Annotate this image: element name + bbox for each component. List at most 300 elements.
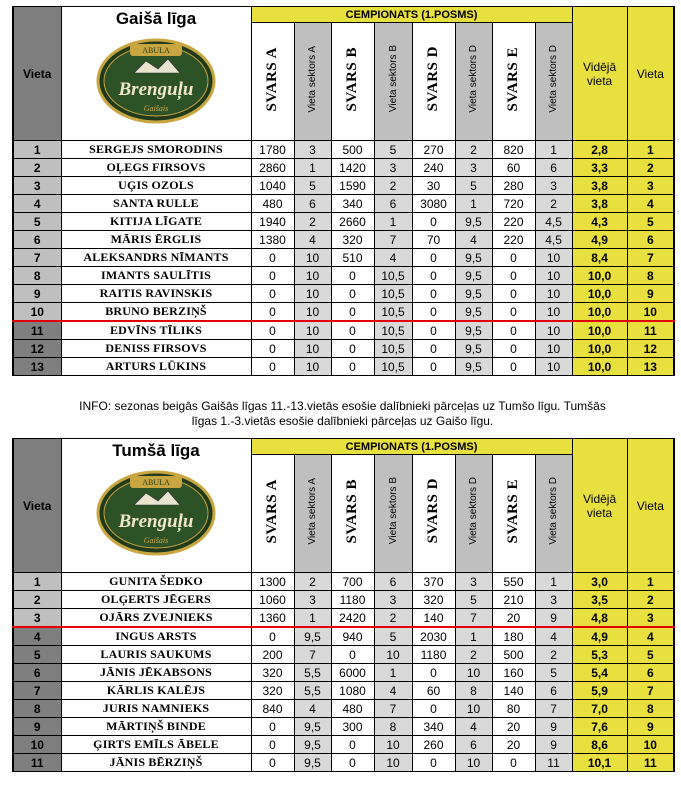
cell-player-name: JĀNIS JĒKABSONS xyxy=(61,664,251,682)
cell-sektors-e: 9 xyxy=(535,609,572,628)
cell-sektors-a: 5 xyxy=(294,177,331,195)
cell-final-place: 13 xyxy=(627,358,674,376)
cell-sektors-a: 10 xyxy=(294,249,331,267)
cell-player-name: SERGEJS SMORODINS xyxy=(61,141,251,159)
cell-place: 6 xyxy=(13,664,61,682)
cell-sektors-e: 3 xyxy=(535,177,572,195)
cell-final-place: 11 xyxy=(627,754,674,772)
cell-svars-d: 0 xyxy=(412,664,455,682)
gaisa-rows xyxy=(13,141,674,376)
cell-place: 7 xyxy=(13,682,61,700)
info-line-2: līgas 1.-3.vietās esošie dalībnieki pārceļas uz Gaišo līgu. xyxy=(191,414,494,428)
table-row xyxy=(13,591,674,609)
cell-avg-place: 10,1 xyxy=(572,754,627,772)
table-row xyxy=(13,141,674,159)
cell-sektors-e: 9 xyxy=(535,718,572,736)
table-row xyxy=(13,195,674,213)
cell-place: 11 xyxy=(13,754,61,772)
cell-sektors-b: 5 xyxy=(374,141,412,159)
cell-final-place: 6 xyxy=(627,231,674,249)
table-row xyxy=(13,718,674,736)
cell-svars-e: 20 xyxy=(492,718,535,736)
cell-sektors-b: 10,5 xyxy=(374,340,412,358)
cell-player-name: GUNITA ŠEDKO xyxy=(61,573,251,591)
cell-place: 2 xyxy=(13,591,61,609)
cell-sektors-a: 4 xyxy=(294,231,331,249)
cell-svars-b: 500 xyxy=(331,141,374,159)
cell-place: 5 xyxy=(13,646,61,664)
avg-place-header: Vidējā vieta xyxy=(572,7,627,141)
table-row xyxy=(13,213,674,231)
info-note xyxy=(12,399,673,429)
cell-svars-e: 0 xyxy=(492,358,535,376)
cell-player-name: INGUS ARSTS xyxy=(61,627,251,646)
cell-sektors-a: 1 xyxy=(294,159,331,177)
league-title: Tumšā līga xyxy=(112,441,200,460)
cell-avg-place: 7,6 xyxy=(572,718,627,736)
brengulu-logo xyxy=(86,35,226,125)
cell-svars-b: 1080 xyxy=(331,682,374,700)
cell-player-name: JURIS NAMNIEKS xyxy=(61,700,251,718)
cell-svars-a: 200 xyxy=(251,646,294,664)
cell-svars-d: 260 xyxy=(412,736,455,754)
cell-sektors-d: 10 xyxy=(455,754,492,772)
cell-svars-d: 0 xyxy=(412,340,455,358)
cell-final-place: 12 xyxy=(627,340,674,358)
cell-place: 4 xyxy=(13,627,61,646)
cell-sektors-a: 5,5 xyxy=(294,664,331,682)
cell-place: 3 xyxy=(13,609,61,628)
cell-svars-d: 70 xyxy=(412,231,455,249)
cell-svars-e: 220 xyxy=(492,213,535,231)
cell-final-place: 8 xyxy=(627,700,674,718)
cell-svars-d: 0 xyxy=(412,249,455,267)
info-line-1: INFO: sezonas beigās Gaišās līgas 11.-13.vietās esošie dalībnieki pārceļas uz Tumšo līgu. Tumšās xyxy=(79,399,606,413)
table-row xyxy=(13,321,674,340)
table-row xyxy=(13,627,674,646)
svars-a-header: SVARS A xyxy=(251,455,294,573)
cell-sektors-e: 2 xyxy=(535,195,572,213)
svars-a-header: SVARS A xyxy=(251,23,294,141)
cell-sektors-d: 4 xyxy=(455,231,492,249)
cell-sektors-d: 2 xyxy=(455,646,492,664)
cell-sektors-d: 9,5 xyxy=(455,358,492,376)
cell-svars-e: 20 xyxy=(492,736,535,754)
cell-sektors-e: 4,5 xyxy=(535,231,572,249)
table-row xyxy=(13,177,674,195)
cell-svars-e: 550 xyxy=(492,573,535,591)
vieta-sektors-a-header: Vieta sektors A xyxy=(294,455,331,573)
cell-player-name: ĢIRTS EMĪLS ĀBELE xyxy=(61,736,251,754)
cell-sektors-e: 5 xyxy=(535,664,572,682)
cell-sektors-b: 10 xyxy=(374,646,412,664)
cell-sektors-d: 9,5 xyxy=(455,213,492,231)
cell-sektors-d: 9,5 xyxy=(455,249,492,267)
cell-sektors-e: 6 xyxy=(535,682,572,700)
cell-sektors-b: 3 xyxy=(374,159,412,177)
cell-sektors-e: 11 xyxy=(535,754,572,772)
cell-avg-place: 10,0 xyxy=(572,285,627,303)
cell-sektors-a: 10 xyxy=(294,340,331,358)
cell-svars-d: 0 xyxy=(412,754,455,772)
cell-place: 4 xyxy=(13,195,61,213)
cell-sektors-d: 9,5 xyxy=(455,340,492,358)
cell-place: 11 xyxy=(13,321,61,340)
cell-place: 2 xyxy=(13,159,61,177)
cell-svars-e: 500 xyxy=(492,646,535,664)
cell-avg-place: 5,4 xyxy=(572,664,627,682)
cell-final-place: 9 xyxy=(627,285,674,303)
cell-player-name: MĀRTIŅŠ BINDE xyxy=(61,718,251,736)
cell-final-place: 2 xyxy=(627,159,674,177)
cell-sektors-d: 10 xyxy=(455,700,492,718)
cell-final-place: 8 xyxy=(627,267,674,285)
cell-sektors-b: 10 xyxy=(374,736,412,754)
table-row xyxy=(13,736,674,754)
logo-wordmark: Brenguļu xyxy=(118,511,194,532)
cell-svars-e: 140 xyxy=(492,682,535,700)
brengulu-logo xyxy=(86,467,226,557)
cell-sektors-d: 9,5 xyxy=(455,303,492,322)
cell-sektors-b: 7 xyxy=(374,700,412,718)
cell-place: 10 xyxy=(13,303,61,322)
cell-sektors-b: 10,5 xyxy=(374,321,412,340)
cell-svars-e: 20 xyxy=(492,609,535,628)
cell-svars-a: 2860 xyxy=(251,159,294,177)
cell-svars-e: 280 xyxy=(492,177,535,195)
cell-sektors-e: 10 xyxy=(535,340,572,358)
cell-sektors-d: 4 xyxy=(455,718,492,736)
cell-svars-b: 2420 xyxy=(331,609,374,628)
cell-player-name: ALEKSANDRS NĪMANTS xyxy=(61,249,251,267)
table-row xyxy=(13,609,674,628)
cell-player-name: OĻEGS FIRSOVS xyxy=(61,159,251,177)
cell-sektors-a: 3 xyxy=(294,141,331,159)
cell-sektors-a: 2 xyxy=(294,213,331,231)
cell-sektors-e: 1 xyxy=(535,141,572,159)
cell-svars-a: 0 xyxy=(251,267,294,285)
cell-avg-place: 7,0 xyxy=(572,700,627,718)
final-place-header: Vieta xyxy=(627,7,674,141)
table-row xyxy=(13,285,674,303)
cell-place: 10 xyxy=(13,736,61,754)
cell-final-place: 10 xyxy=(627,303,674,322)
cell-final-place: 4 xyxy=(627,627,674,646)
cell-sektors-a: 7 xyxy=(294,646,331,664)
cell-sektors-e: 2 xyxy=(535,646,572,664)
cell-place: 9 xyxy=(13,285,61,303)
cell-svars-d: 270 xyxy=(412,141,455,159)
cell-svars-e: 180 xyxy=(492,627,535,646)
cell-place: 9 xyxy=(13,718,61,736)
cell-svars-a: 0 xyxy=(251,718,294,736)
vieta-sektors-a-header: Vieta sektors A xyxy=(294,23,331,141)
cell-sektors-d: 9,5 xyxy=(455,321,492,340)
cell-svars-a: 480 xyxy=(251,195,294,213)
cell-sektors-b: 8 xyxy=(374,718,412,736)
vieta-sektors-b-header: Vieta sektors B xyxy=(374,455,412,573)
cell-player-name: RAITIS RAVINSKIS xyxy=(61,285,251,303)
cell-svars-d: 30 xyxy=(412,177,455,195)
cell-svars-d: 0 xyxy=(412,285,455,303)
cell-sektors-b: 6 xyxy=(374,573,412,591)
cell-svars-d: 60 xyxy=(412,682,455,700)
cell-svars-b: 300 xyxy=(331,718,374,736)
gaisa-liga-table xyxy=(12,6,675,376)
cell-svars-b: 320 xyxy=(331,231,374,249)
cell-avg-place: 8,4 xyxy=(572,249,627,267)
cell-final-place: 2 xyxy=(627,591,674,609)
cell-sektors-b: 2 xyxy=(374,609,412,628)
cell-avg-place: 10,0 xyxy=(572,267,627,285)
cell-svars-b: 700 xyxy=(331,573,374,591)
cell-sektors-a: 6 xyxy=(294,195,331,213)
cell-sektors-a: 9,5 xyxy=(294,718,331,736)
cell-svars-b: 0 xyxy=(331,303,374,322)
cell-svars-e: 820 xyxy=(492,141,535,159)
cell-sektors-b: 6 xyxy=(374,195,412,213)
cell-svars-e: 80 xyxy=(492,700,535,718)
cell-sektors-b: 5 xyxy=(374,627,412,646)
cell-svars-d: 2030 xyxy=(412,627,455,646)
vieta-sektors-b-header: Vieta sektors B xyxy=(374,23,412,141)
cell-final-place: 3 xyxy=(627,177,674,195)
cell-sektors-b: 1 xyxy=(374,664,412,682)
cell-svars-a: 1360 xyxy=(251,609,294,628)
vieta-sektors-d-header: Vieta sektors D xyxy=(455,455,492,573)
cell-sektors-b: 10,5 xyxy=(374,303,412,322)
cell-sektors-a: 10 xyxy=(294,321,331,340)
cell-sektors-d: 2 xyxy=(455,141,492,159)
logo-subtitle: Gaišais xyxy=(143,536,169,545)
cell-sektors-b: 10,5 xyxy=(374,285,412,303)
cell-sektors-e: 9 xyxy=(535,736,572,754)
vieta-sektors-e-header: Vieta sektors D xyxy=(535,455,572,573)
table-row xyxy=(13,646,674,664)
logo-subtitle: Gaišais xyxy=(143,104,169,113)
cell-svars-b: 0 xyxy=(331,267,374,285)
cell-player-name: UĢIS OZOLS xyxy=(61,177,251,195)
cell-final-place: 6 xyxy=(627,664,674,682)
cell-svars-a: 840 xyxy=(251,700,294,718)
cell-sektors-a: 10 xyxy=(294,303,331,322)
avg-place-header: Vidējā vieta xyxy=(572,439,627,573)
cell-svars-a: 0 xyxy=(251,285,294,303)
league-title: Gaišā līga xyxy=(115,9,197,28)
cell-svars-a: 0 xyxy=(251,340,294,358)
cell-place: 7 xyxy=(13,249,61,267)
cell-sektors-d: 1 xyxy=(455,195,492,213)
cell-svars-b: 0 xyxy=(331,646,374,664)
cell-player-name: IMANTS SAULĪTIS xyxy=(61,267,251,285)
cell-svars-d: 0 xyxy=(412,358,455,376)
cell-svars-b: 0 xyxy=(331,285,374,303)
cell-sektors-d: 3 xyxy=(455,573,492,591)
cell-svars-d: 340 xyxy=(412,718,455,736)
cell-avg-place: 3,5 xyxy=(572,591,627,609)
cell-svars-a: 0 xyxy=(251,627,294,646)
cell-avg-place: 4,3 xyxy=(572,213,627,231)
cell-sektors-b: 7 xyxy=(374,231,412,249)
cell-svars-d: 140 xyxy=(412,609,455,628)
cell-avg-place: 4,9 xyxy=(572,627,627,646)
cell-svars-e: 0 xyxy=(492,285,535,303)
cell-sektors-e: 10 xyxy=(535,321,572,340)
cell-svars-d: 0 xyxy=(412,213,455,231)
cell-player-name: KITIJA LĪGATE xyxy=(61,213,251,231)
cell-sektors-e: 10 xyxy=(535,285,572,303)
cell-svars-a: 1940 xyxy=(251,213,294,231)
cell-sektors-b: 3 xyxy=(374,591,412,609)
vieta-header: Vieta xyxy=(13,7,61,141)
cell-sektors-d: 9,5 xyxy=(455,285,492,303)
cell-sektors-a: 10 xyxy=(294,358,331,376)
vieta-header: Vieta xyxy=(13,439,61,573)
cell-svars-e: 160 xyxy=(492,664,535,682)
table-row xyxy=(13,231,674,249)
cell-place: 3 xyxy=(13,177,61,195)
vieta-sektors-d-header: Vieta sektors D xyxy=(455,23,492,141)
cell-place: 13 xyxy=(13,358,61,376)
cell-svars-a: 0 xyxy=(251,303,294,322)
logo-banner: ABULA xyxy=(142,478,170,487)
svars-b-header: SVARS B xyxy=(331,455,374,573)
cell-place: 6 xyxy=(13,231,61,249)
cell-svars-a: 1300 xyxy=(251,573,294,591)
cell-svars-e: 60 xyxy=(492,159,535,177)
cell-player-name: KĀRLIS KALĒJS xyxy=(61,682,251,700)
cell-final-place: 7 xyxy=(627,249,674,267)
cell-svars-d: 320 xyxy=(412,591,455,609)
cell-svars-a: 0 xyxy=(251,249,294,267)
cell-avg-place: 5,3 xyxy=(572,646,627,664)
cell-place: 8 xyxy=(13,267,61,285)
cell-sektors-d: 5 xyxy=(455,591,492,609)
cell-sektors-d: 3 xyxy=(455,159,492,177)
cell-sektors-d: 1 xyxy=(455,627,492,646)
cell-svars-d: 240 xyxy=(412,159,455,177)
svars-d-header: SVARS D xyxy=(412,23,455,141)
table-row xyxy=(13,754,674,772)
cell-sektors-a: 2 xyxy=(294,573,331,591)
cell-svars-b: 1180 xyxy=(331,591,374,609)
cell-player-name: BRUNO BERZIŅŠ xyxy=(61,303,251,322)
table-row xyxy=(13,303,674,322)
cell-sektors-a: 9,5 xyxy=(294,754,331,772)
cell-sektors-b: 4 xyxy=(374,682,412,700)
cell-final-place: 11 xyxy=(627,321,674,340)
table-row xyxy=(13,664,674,682)
cell-svars-a: 1780 xyxy=(251,141,294,159)
cell-sektors-a: 10 xyxy=(294,285,331,303)
cell-avg-place: 3,3 xyxy=(572,159,627,177)
cell-sektors-d: 10 xyxy=(455,664,492,682)
table-row xyxy=(13,340,674,358)
cell-svars-e: 0 xyxy=(492,303,535,322)
cell-final-place: 5 xyxy=(627,646,674,664)
cell-place: 1 xyxy=(13,573,61,591)
cell-avg-place: 5,9 xyxy=(572,682,627,700)
table-row xyxy=(13,682,674,700)
vieta-sektors-e-header: Vieta sektors D xyxy=(535,23,572,141)
cell-sektors-d: 8 xyxy=(455,682,492,700)
svars-e-header: SVARS E xyxy=(492,23,535,141)
cell-sektors-b: 2 xyxy=(374,177,412,195)
cell-svars-e: 220 xyxy=(492,231,535,249)
svars-d-header: SVARS D xyxy=(412,455,455,573)
cell-svars-d: 0 xyxy=(412,267,455,285)
cell-sektors-d: 6 xyxy=(455,736,492,754)
cell-svars-a: 0 xyxy=(251,736,294,754)
cell-svars-b: 480 xyxy=(331,700,374,718)
cell-player-name: LAURIS SAUKUMS xyxy=(61,646,251,664)
cell-avg-place: 10,0 xyxy=(572,340,627,358)
cell-svars-b: 0 xyxy=(331,340,374,358)
cell-avg-place: 4,8 xyxy=(572,609,627,628)
league-logo-cell xyxy=(61,7,251,141)
cell-player-name: OLĢERTS JĒGERS xyxy=(61,591,251,609)
cell-place: 5 xyxy=(13,213,61,231)
logo-wordmark: Brenguļu xyxy=(118,79,194,100)
cell-svars-d: 370 xyxy=(412,573,455,591)
cell-svars-d: 0 xyxy=(412,700,455,718)
cell-svars-a: 320 xyxy=(251,664,294,682)
cell-sektors-b: 10 xyxy=(374,754,412,772)
league-logo-cell xyxy=(61,439,251,573)
cell-avg-place: 8,6 xyxy=(572,736,627,754)
cell-svars-b: 0 xyxy=(331,754,374,772)
cell-sektors-a: 5,5 xyxy=(294,682,331,700)
cell-final-place: 10 xyxy=(627,736,674,754)
cell-svars-e: 0 xyxy=(492,249,535,267)
cell-final-place: 4 xyxy=(627,195,674,213)
cell-svars-b: 940 xyxy=(331,627,374,646)
cell-svars-b: 1590 xyxy=(331,177,374,195)
cell-avg-place: 10,0 xyxy=(572,303,627,322)
cell-sektors-a: 9,5 xyxy=(294,736,331,754)
cell-svars-b: 0 xyxy=(331,321,374,340)
cell-sektors-d: 5 xyxy=(455,177,492,195)
cell-sektors-e: 4 xyxy=(535,627,572,646)
cell-avg-place: 4,9 xyxy=(572,231,627,249)
cell-sektors-e: 10 xyxy=(535,249,572,267)
cell-sektors-a: 4 xyxy=(294,700,331,718)
logo-banner: ABULA xyxy=(142,46,170,55)
cell-svars-e: 0 xyxy=(492,754,535,772)
cell-sektors-a: 10 xyxy=(294,267,331,285)
cell-sektors-d: 9,5 xyxy=(455,267,492,285)
cell-place: 12 xyxy=(13,340,61,358)
cell-player-name: SANTA RULLE xyxy=(61,195,251,213)
table-row xyxy=(13,249,674,267)
final-place-header: Vieta xyxy=(627,439,674,573)
cell-svars-b: 2660 xyxy=(331,213,374,231)
cell-final-place: 7 xyxy=(627,682,674,700)
cell-avg-place: 10,0 xyxy=(572,321,627,340)
svars-e-header: SVARS E xyxy=(492,455,535,573)
cell-svars-e: 0 xyxy=(492,340,535,358)
cell-sektors-e: 3 xyxy=(535,591,572,609)
table-row xyxy=(13,159,674,177)
cell-avg-place: 3,8 xyxy=(572,177,627,195)
cell-svars-a: 0 xyxy=(251,321,294,340)
cell-avg-place: 3,8 xyxy=(572,195,627,213)
cell-player-name: MĀRIS ĒRGLIS xyxy=(61,231,251,249)
cell-svars-a: 1380 xyxy=(251,231,294,249)
cell-svars-e: 720 xyxy=(492,195,535,213)
cell-svars-a: 1040 xyxy=(251,177,294,195)
cell-svars-d: 3080 xyxy=(412,195,455,213)
